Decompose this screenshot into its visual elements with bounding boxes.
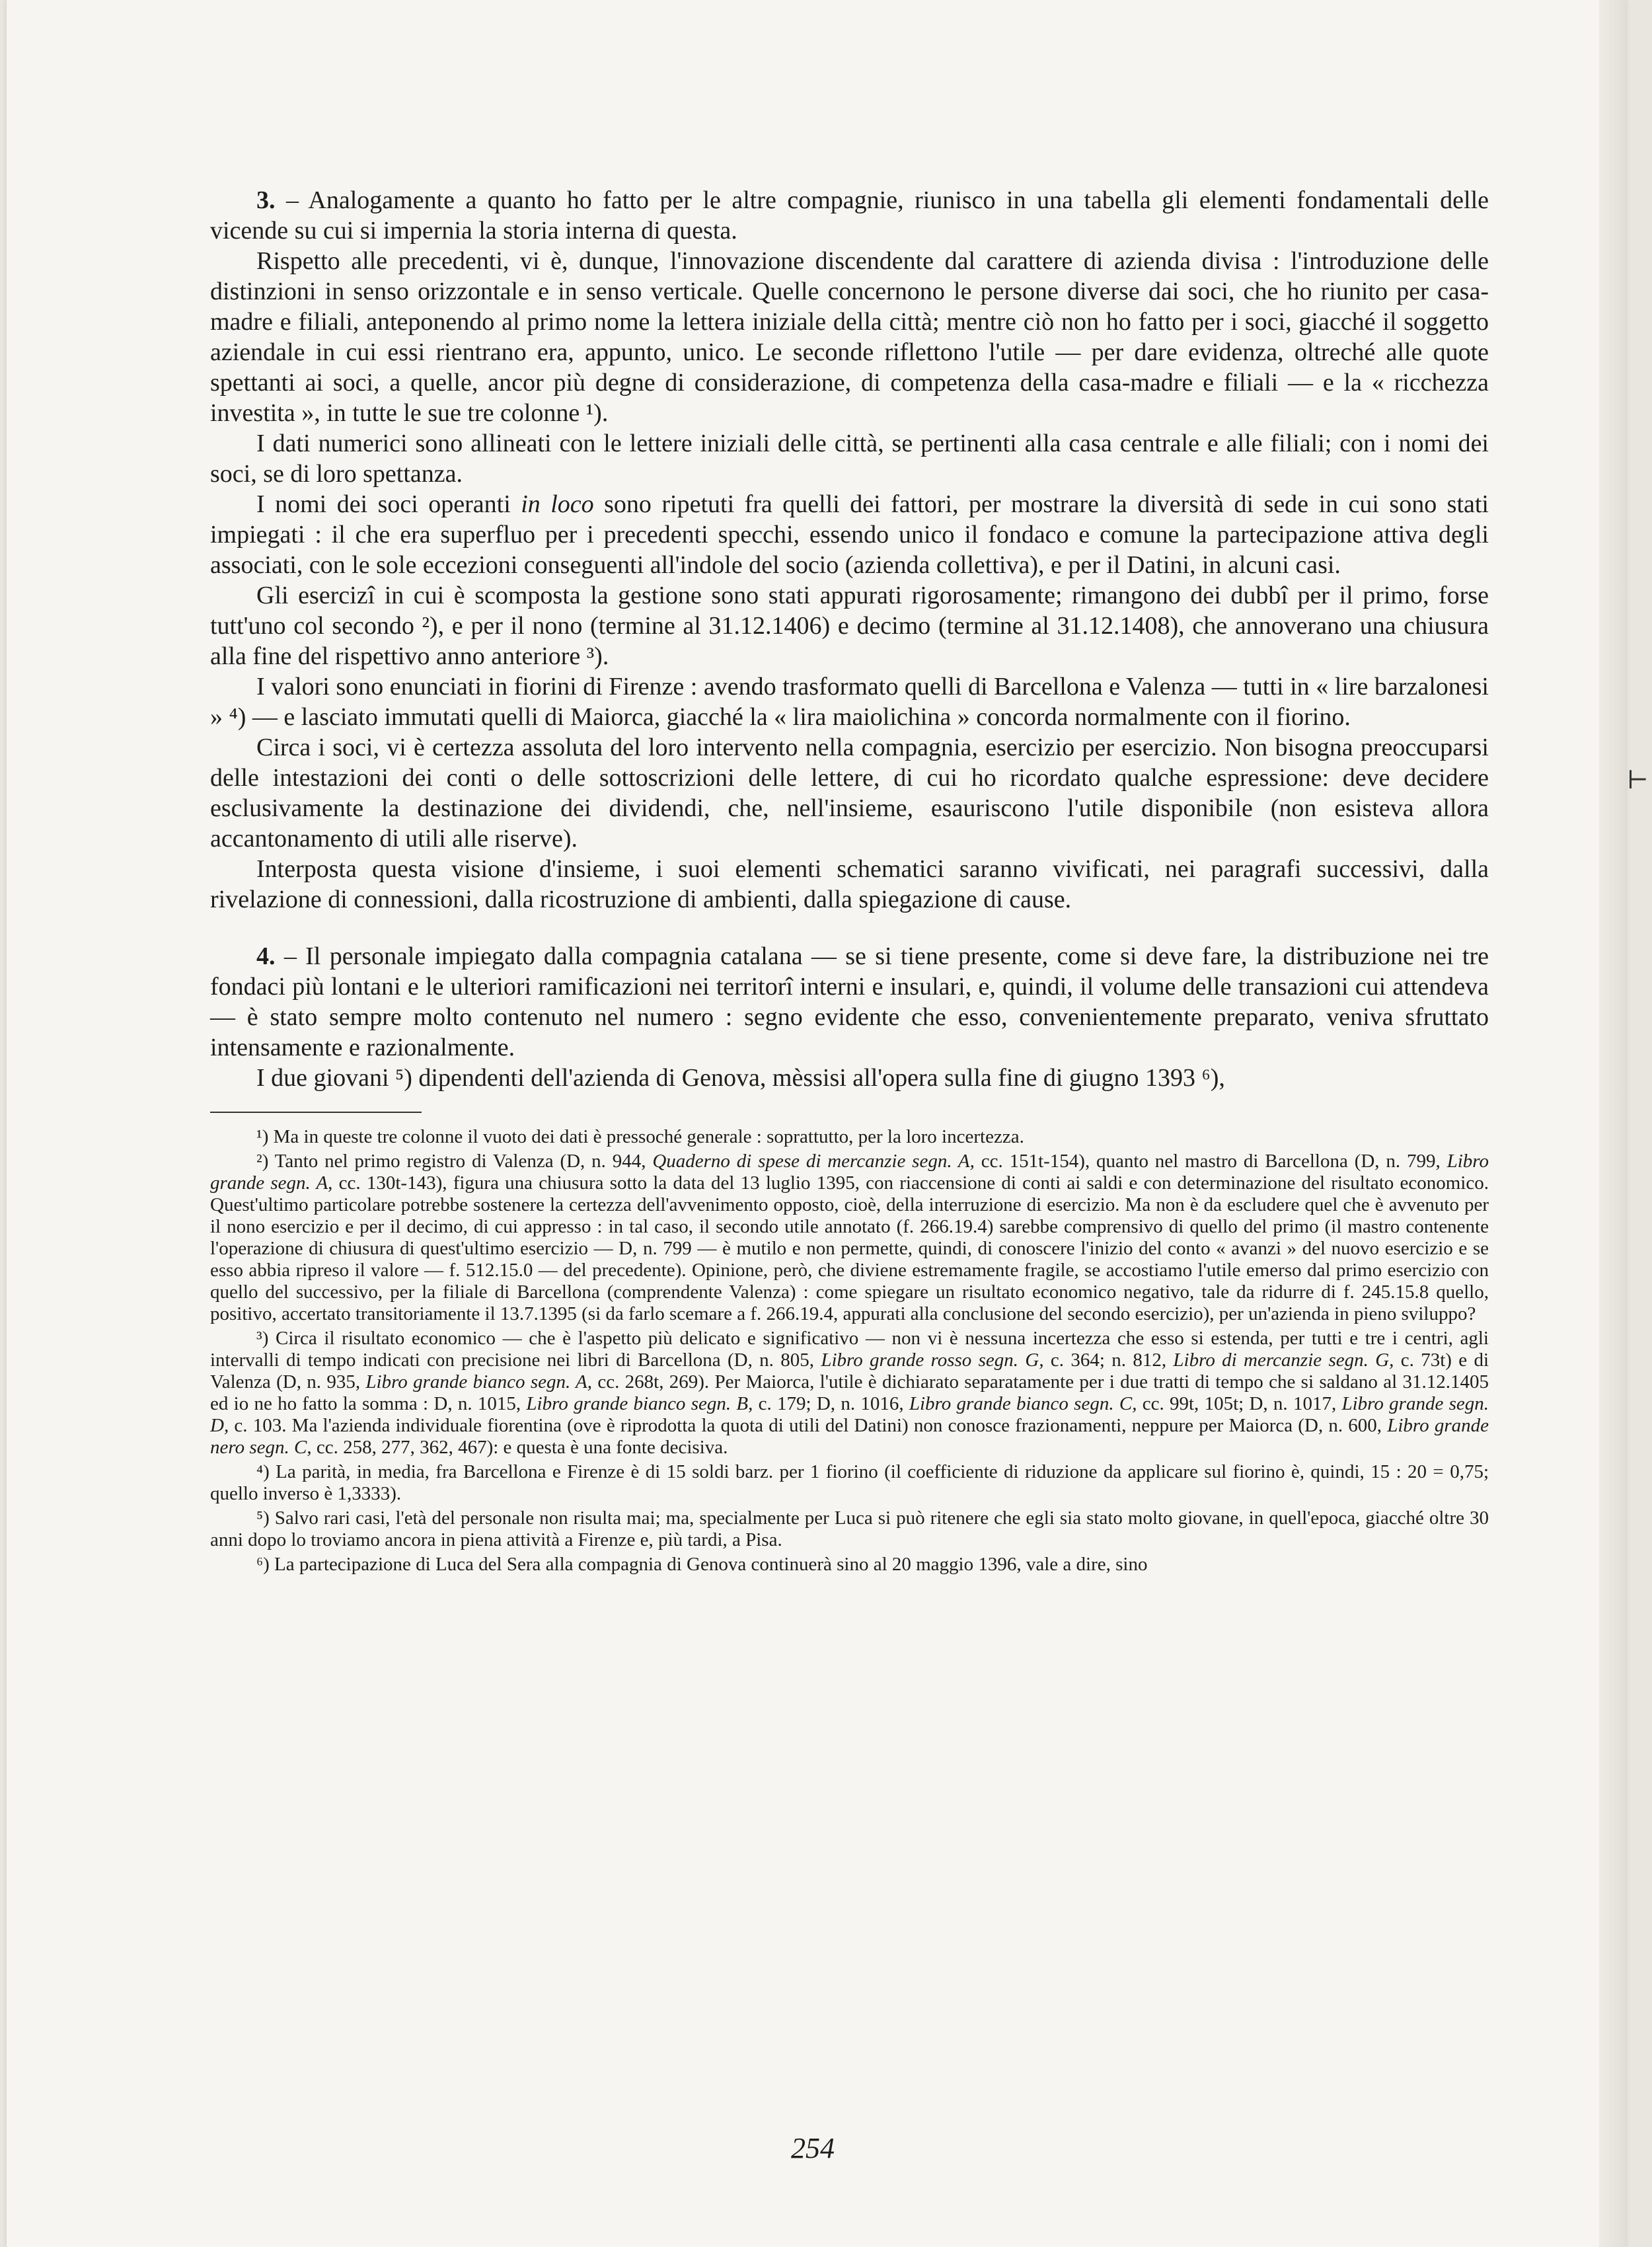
margin-mark: ⊢ [1627,767,1649,794]
section-3-paragraph-7: Circa i soci, vi è certezza assoluta del loro intervento nella compagnia, esercizio per esercizio. Non bisogna preoccuparsi delle intestazioni dei conti o delle sottoscrizioni delle lettere, di cui ho ricordato qualche espressione: deve decidere esclusivamente la destinazione dei dividendi, che, nell'insieme, esauriscono l'utile disponibile (non esisteva allora accantonamento di utili alle riserve). [210,734,1489,853]
page-content [210,185,1489,1576]
footnote-rule [210,1112,422,1113]
footnote-4: ⁴) La parità, in media, fra Barcellona e Firenze è di 15 soldi barz. per 1 fiorino (il coefficiente di riduzione da applicare sul fiorino è, quindi, 15 : 20 = 0,75; quello inverso è 1,3333). [210,1461,1489,1504]
section-3-paragraph-3: I dati numerici sono allineati con le lettere iniziali delle città, se pertinenti alla casa centrale e alle filiali; con i nomi dei soci, se di loro spettanza. [210,430,1489,488]
section-4-paragraph-2: I due giovani ⁵) dipendenti dell'azienda di Genova, mèssisi all'opera sulla fine di giugno 1393 ⁶), [256,1064,1225,1092]
section-3-paragraph-4: I nomi dei soci operanti in loco sono ripetuti fra quelli dei fattori, per mostrare la diversità di sede in cui sono stati impiegati : il che era superfluo per i precedenti specchi, essendo unico il fondaco e comune la partecipazione attiva degli associati, con le sole eccezioni conseguenti all'indole del socio (azienda collettiva), e per il Datini, in alcuni casi. [210,490,1489,579]
page-number: 254 [791,2132,835,2164]
footnotes [210,1126,1489,1576]
footnote-6: ⁶) La partecipazione di Luca del Sera alla compagnia di Genova continuerà sino al 20 maggio 1396, vale a dire, sino [256,1554,1148,1575]
section-number: 4. [256,942,276,970]
section-3-paragraph-2: Rispetto alle precedenti, vi è, dunque, l'innovazione discendente dal carattere di azienda divisa : l'introduzione delle distinzioni in senso orizzontale e in senso verticale. Quelle concernono le persone diverse dai soci, che ho riunito per casa-madre e filiali, anteponendo al primo nome la lettera iniziale della città; mentre ciò non ho fatto per i soci, giacché il soggetto aziendale in cui essi rientrano era, appunto, unico. Le seconde riflettono l'utile — per dare evidenza, oltreché alle quote spettanti ai soci, a quelle, ancor più degne di considerazione, di competenza della casa-madre e filiali — e la « ricchezza investita », in tutte le sue tre colonne ¹). [210,247,1489,427]
section-3-paragraph-5: Gli esercizî in cui è scomposta la gestione sono stati appurati rigorosamente; rimangono dei dubbî per il primo, forse tutt'uno col secondo ²), e per il nono (termine al 31.12.1406) e decimo (termine al 31.12.1408), che annoverano una chiusura alla fine del rispettivo anno anteriore ³). [210,582,1489,670]
footnote-2: ²) Tanto nel primo registro di Valenza (D, n. 944, Quaderno di spese di mercanzie segn. A, cc. 151t-154), quanto nel mastro di Barcellona (D, n. 799, Libro grande segn. A, cc. 130t-143), figura una chiusura sotto la data del 13 luglio 1395, con riaccensione di conti ai saldi e con determinazione del risultato economico. Quest'ultimo particolare potrebbe sostenere la certezza dell'avvenimento opposto, cioè, della interruzione di esercizio. Ma non è da escludere quel che è avvenuto per il nono esercizio e per il decimo, di cui appresso : in tal caso, il secondo utile annotato (f. 266.19.4) sarebbe comprensivo di quello del primo (il mastro contenente l'operazione di chiusura di quest'ultimo esercizio — D, n. 799 — è mutilo e non permette, quindi, di conoscere l'inizio del conto « avanzi » del nuovo esercizio e se esso abbia ripreso il valore — f. 512.15.0 — del precedente). Opinione, però, che diviene estremamente fragile, se accostiamo l'utile emerso dal primo esercizio con quello del successivo, per la filiale di Barcellona (comprendente Valenza) : come spiegare un risultato economico negativo, tale da ridurre di f. 245.15.8 quello, positivo, accertato transitoriamente il 13.7.1395 (si da farlo scemare a f. 266.19.4, appurati alla conclusione del secondo esercizio), per un'azienda in pieno sviluppo? [210,1151,1489,1324]
page-edge [1599,0,1626,2247]
section-3-paragraph-8: Interposta questa visione d'insieme, i suoi elementi schematici saranno vivificati, nei paragrafi successivi, dalla rivelazione di connessioni, dalla ricostruzione di ambienti, dalla spiegazione di cause. [210,855,1489,913]
footnote-5: ⁵) Salvo rari casi, l'età del personale non risulta mai; ma, specialmente per Luca si può ritenere che egli sia stato molto giovane, in quell'epoca, giacché oltre 30 anni dopo lo troviamo ancora in piena attività a Firenze e, più tardi, a Pisa. [210,1507,1489,1550]
section-4-paragraph-1: 4. – Il personale impiegato dalla compagnia catalana — se si tiene presente, come si deve fare, la distribuzione nei tre fondaci più lontani e le ulteriori ramificazioni nei territorî interni e insulari, e, quindi, il volume delle transazioni cui attendeva — è stato sempre molto contenuto nel numero : segno evidente che esso, convenientemente preparato, veniva sfruttato intensamente e razionalmente. [210,942,1489,1061]
main-text [210,185,1489,1093]
footnote-1: ¹) Ma in queste tre colonne il vuoto dei dati è pressoché generale : soprattutto, per la loro incertezza. [256,1126,1024,1147]
section-number: 3. [256,186,276,214]
section-3-paragraph-1: 3. – Analogamente a quanto ho fatto per le altre compagnie, riunisco in una tabella gli elementi fondamentali delle vicende su cui si impernia la storia interna di questa. [210,186,1489,245]
section-3-paragraph-6: I valori sono enunciati in fiorini di Firenze : avendo trasformato quelli di Barcellona e Valenza — tutti in « lire barzalonesi » ⁴) — e lasciato immutati quelli di Maiorca, giacché la « lira maiolichina » concorda normalmente con il fiorino. [210,673,1489,731]
footnote-3: ³) Circa il risultato economico — che è l'aspetto più delicato e significativo — non vi è nessuna incertezza che esso si estenda, per tutti e tre i centri, agli intervalli di tempo indicati con precisione nei libri di Barcellona (D, n. 805, Libro grande rosso segn. G, c. 364; n. 812, Libro di mercanzie segn. G, c. 73t) e di Valenza (D, n. 935, Libro grande bianco segn. A, cc. 268t, 269). Per Maiorca, l'utile è dichiarato separatamente per i due tratti di tempo che si saldano al 31.12.1405 ed io ne ho fatto la somma : D, n. 1015, Libro grande bianco segn. B, c. 179; D, n. 1016, Libro grande bianco segn. C, cc. 99t, 105t; D, n. 1017, Libro grande segn. D, c. 103. Ma l'azienda individuale fiorentina (ove è riprodotta la quota di utili del Datini) non conosce frazionamenti, neppure per Maiorca (D, n. 600, Libro grande nero segn. C, cc. 258, 277, 362, 467): e questa è una fonte decisiva. [210,1328,1489,1458]
page-sheet [7,0,1626,2247]
